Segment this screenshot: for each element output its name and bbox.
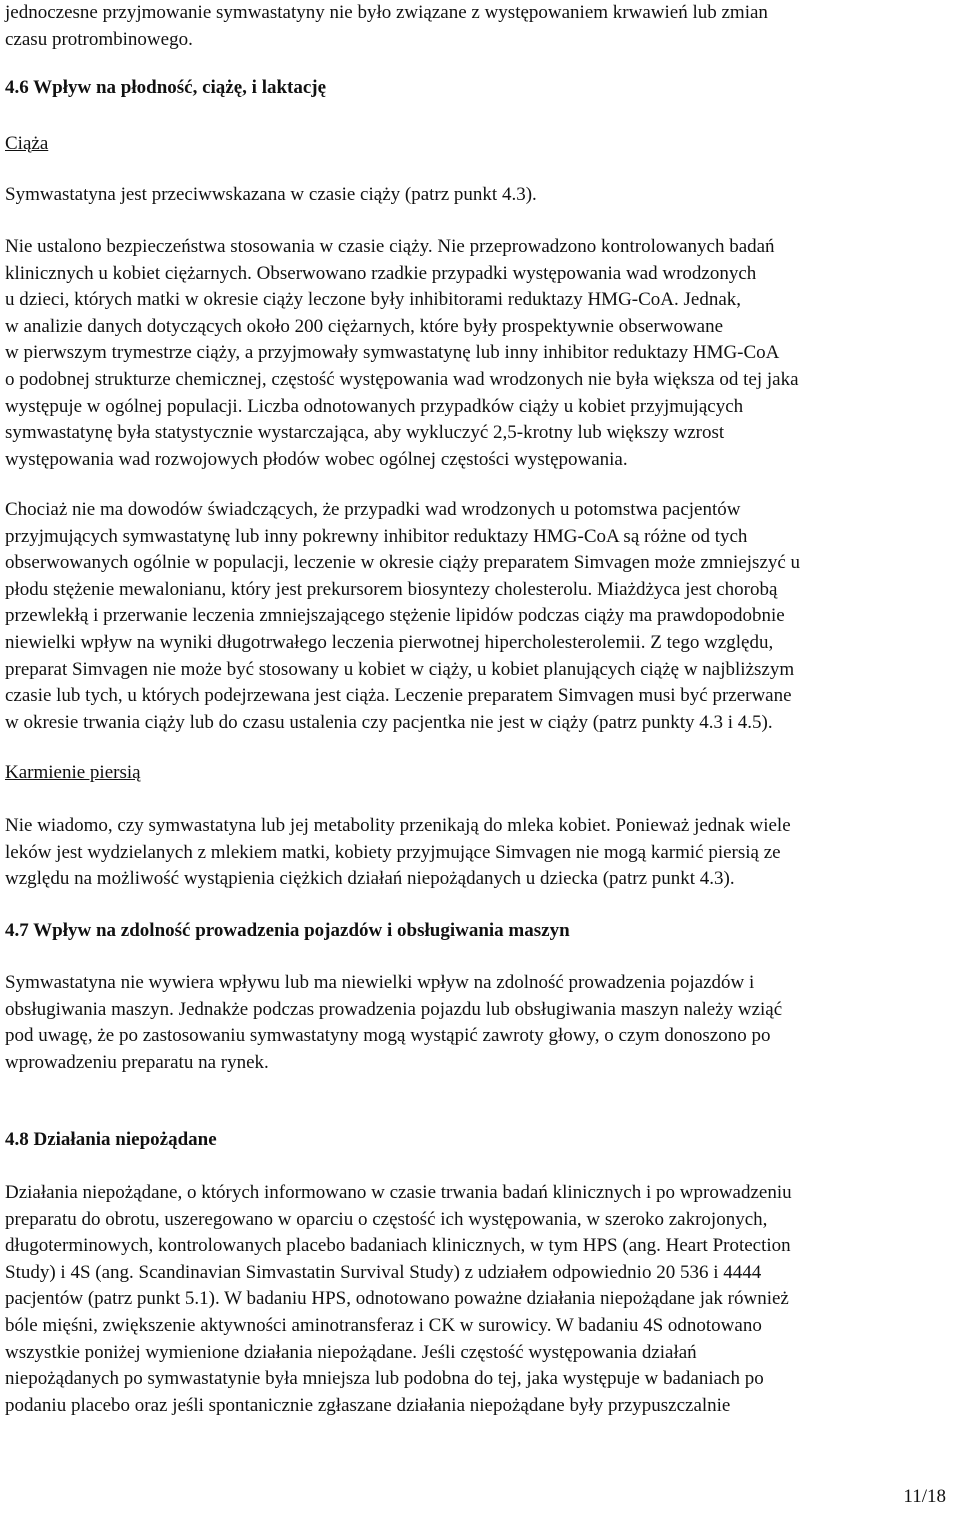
section-heading-4-7: 4.7 Wpływ na zdolność prowadzenia pojazdów i obsługiwania maszyn — [5, 920, 570, 941]
intro-paragraph: jednoczesne przyjmowanie symwastatyny nie było związane z występowaniem krwawień lub zmian czasu protrombinowego. — [5, 2, 768, 50]
ciaza-paragraph-1: Symwastatyna jest przeciwwskazana w czasie ciąży (patrz punkt 4.3). — [5, 184, 537, 205]
section-4-7-paragraph: Symwastatyna nie wywiera wpływu lub ma niewielki wpływ na zdolność prowadzenia pojazdów i obsługiwania maszyn. Jednakże podczas prowadzenia pojazdu lub obsługiwania maszyn należy wziąć pod uwagę, że po zastosowaniu symwastatyny mogą wystąpić zawroty głowy, o czym donoszono po wprowadzeniu preparatu na rynek. — [5, 972, 783, 1073]
section-4-8-paragraph: Działania niepożądane, o których informowano w czasie trwania badań klinicznych i po wprowadzeniu preparatu do obrotu, uszeregowano w oparciu o częstość ich występowania, w szeroko zakrojonych, długoterminowych, kontrolowanych placebo badaniach klinicznych, w tym HPS (ang. Heart Protection Study) i 4S (ang. Scandinavian Simvastatin Survival Study) z udziałem odpowiednio 20 536 i 4444 pacjentów (patrz punkt 5.1). W badaniu HPS, odnotowano poważne działania niepożądane jak również bóle mięśni, zwiększenie aktywności aminotransferaz i CK w surowicy. W badaniu 4S odnotowano wszystkie poniżej wymienione działania niepożądane. Jeśli częstość występowania działań niepożądanych po symwastatynie była mniejsza lub podobna do tej, jaka występuje w badaniach po podaniu placebo oraz jeśli spontanicznie zgłaszane działania niepożądane były przypuszczalnie — [5, 1182, 792, 1416]
section-heading-4-6: 4.6 Wpływ na płodność, ciążę, i laktację — [5, 77, 327, 98]
ciaza-paragraph-3: Chociaż nie ma dowodów świadczących, że przypadki wad wrodzonych u potomstwa pacjentów przyjmujących symwastatynę lub inny pokrewny inhibitor reduktazy HMG-CoA są różne od tych obserwowanych ogólnie w populacji, leczenie w okresie ciąży preparatem Simvagen może zmniejszyć u płodu stężenie mewalonianu, który jest prekursorem biosyntezy cholesterolu. Miażdżyca jest chorobą przewlekłą i przerwanie leczenia zmniejszającego stężenie lipidów podczas ciąży ma prawdopodobnie niewielki wpływ na wyniki długotrwałego leczenia pierwotnej hipercholesterolemii. Z tego względu, preparat Simvagen nie może być stosowany u kobiet w ciąży, u kobiet planujących ciążę w najbliższym czasie lub tych, u których podejrzewana jest ciąża. Leczenie preparatem Simvagen musi być przerwane w okresie trwania ciąży lub do czasu ustalenia czy pacjentka nie jest w ciąży (patrz punkty 4.3 i 4.5). — [5, 499, 801, 733]
karmienie-paragraph: Nie wiadomo, czy symwastatyna lub jej metabolity przenikają do mleka kobiet. Ponieważ jednak wiele leków jest wydzielanych z mlekiem matki, kobiety przyjmujące Simvagen nie mogą karmić piersią ze względu na możliwość wystąpienia ciężkich działań niepożądanych u dziecka (patrz punkt 4.3). — [5, 815, 791, 890]
ciaza-paragraph-2: Nie ustalono bezpieczeństwa stosowania w czasie ciąży. Nie przeprowadzono kontrolowanych badań klinicznych u kobiet ciężarnych. Obserwowano rzadkie przypadki występowania wad wrodzonych u dzieci, których matki w okresie ciąży leczone były inhibitorami reduktazy HMG-CoA. Jednak, w analizie danych dotyczących około 200 ciężarnych, które były prospektywnie obserwowane w pierwszym trymestrze ciąży, a przyjmowały symwastatynę lub inny inhibitor reduktazy HMG-CoA o podobnej strukturze chemicznej, częstość występowania wad wrodzonych nie była większa od tej jaka występuje w ogólnej populacji. Liczba odnotowanych przypadków ciąży u kobiet przyjmujących symwastatynę była statystycznie wystarczająca, aby wykluczyć 2,5-krotny lub większy wzrost występowania wad rozwojowych płodów wobec ogólnej częstości występowania. — [5, 236, 799, 470]
page-number: 11/18 — [903, 1486, 946, 1507]
subheading-karmienie: Karmienie piersią — [5, 762, 141, 783]
subheading-ciaza: Ciąża — [5, 133, 49, 154]
section-heading-4-8: 4.8 Działania niepożądane — [5, 1129, 217, 1150]
